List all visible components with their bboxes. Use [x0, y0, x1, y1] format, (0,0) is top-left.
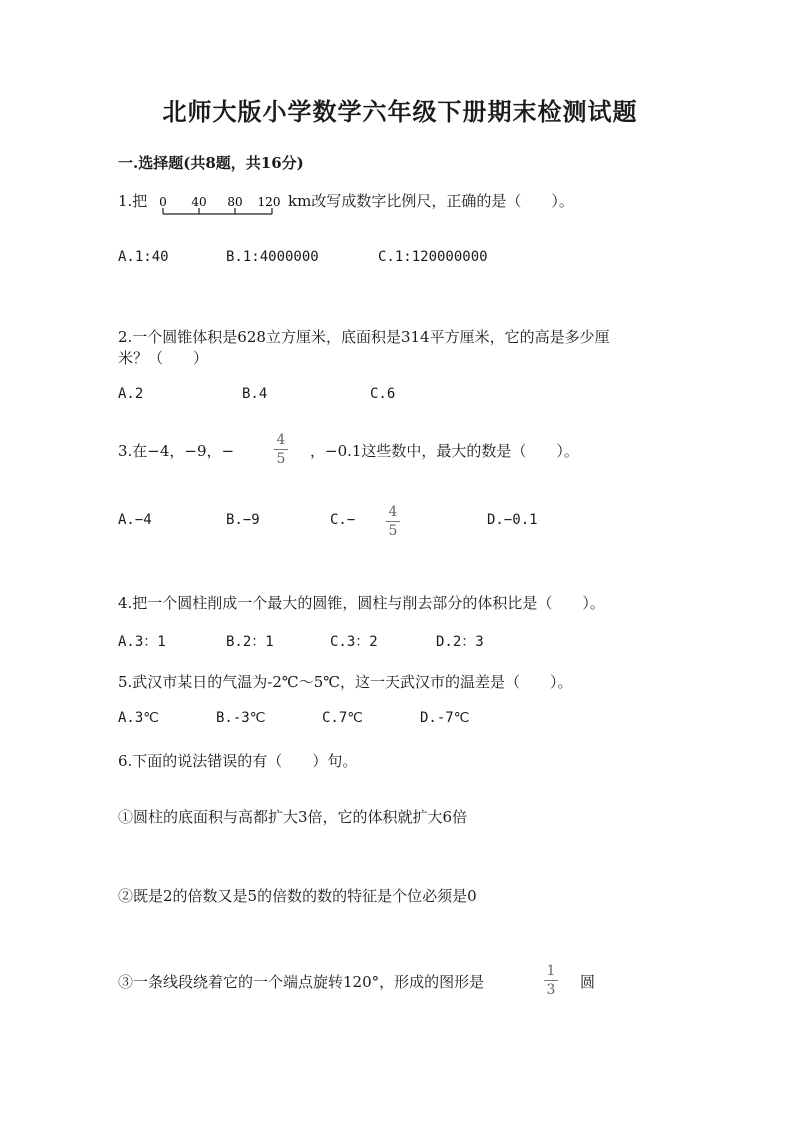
q5-option-a[interactable]: A.3℃ — [118, 710, 160, 726]
q1-text: km改写成数字比例尺，正确的是（ ）。 — [288, 192, 574, 210]
q2-text-line1: 2.一个圆锥体积是628立方厘米，底面积是314平方厘米，它的高是多少厘 — [118, 328, 610, 346]
page-title: 北师大版小学数学六年级下册期末检测试题 — [162, 97, 638, 126]
fraction-bar — [274, 449, 288, 450]
q1-prefix: 1.把 — [118, 192, 148, 210]
fraction-numerator: 4 — [388, 504, 398, 520]
q2-option-c[interactable]: C.6 — [370, 386, 396, 402]
q5-option-b[interactable]: B.-3℃ — [216, 710, 266, 726]
fraction-denominator: 5 — [388, 523, 398, 539]
scale-bar-diagram — [157, 186, 282, 222]
q4-option-c[interactable]: C.3：2 — [330, 634, 378, 650]
q6-statement-2: ②既是2的倍数又是5的倍数的数的特征是个位必须是0 — [118, 887, 477, 905]
q3-option-c[interactable]: C.− — [330, 512, 356, 528]
scale-label: 80 — [227, 195, 243, 209]
q2-option-b[interactable]: B.4 — [242, 386, 268, 402]
q4-option-b[interactable]: B.2：1 — [226, 634, 274, 650]
q3-option-c-fraction — [386, 504, 400, 539]
q3-text: ，−0.1这些数中，最大的数是（ ）。 — [310, 442, 579, 460]
fraction-denominator: 5 — [276, 451, 286, 467]
fraction-numerator: 4 — [276, 432, 286, 448]
fraction-bar — [544, 980, 558, 981]
q2-option-a[interactable]: A.2 — [118, 386, 144, 402]
q4-option-a[interactable]: A.3：1 — [118, 634, 166, 650]
q6-text: 6.下面的说法错误的有（ ）句。 — [118, 752, 358, 770]
q6-statement-3-fraction — [544, 963, 558, 998]
scale-label: 40 — [191, 195, 207, 209]
fraction-bar — [386, 521, 400, 522]
q4-text: 4.把一个圆柱削成一个最大的圆锥，圆柱与削去部分的体积比是（ ）。 — [118, 594, 605, 612]
scale-label: 0 — [159, 195, 167, 209]
q5-option-d[interactable]: D.-7℃ — [420, 710, 470, 726]
q6-statement-1: ①圆柱的底面积与高都扩大3倍，它的体积就扩大6倍 — [118, 808, 468, 826]
scale-label: 120 — [257, 195, 281, 209]
q3-option-b[interactable]: B.−9 — [226, 512, 260, 528]
q3-prefix: 3.在−4，−9，− — [118, 442, 235, 460]
q5-option-c[interactable]: C.7℃ — [322, 710, 364, 726]
q1-option-a[interactable]: A.1:40 — [118, 249, 169, 265]
q1-option-c[interactable]: C.1:120000000 — [378, 249, 488, 265]
q2-text-line2: 米？（ ） — [118, 349, 209, 367]
q3-option-d[interactable]: D.−0.1 — [487, 512, 538, 528]
q6-statement-3-suffix: 圆 — [580, 973, 596, 991]
q3-option-a[interactable]: A.−4 — [118, 512, 152, 528]
q3-fraction — [274, 432, 288, 467]
q6-statement-3: ③一条线段绕着它的一个端点旋转120°，形成的图形是 — [118, 973, 485, 991]
fraction-denominator: 3 — [546, 982, 556, 998]
q5-text: 5.武汉市某日的气温为-2℃～5℃，这一天武汉市的温差是（ ）。 — [118, 673, 573, 691]
q1-option-b[interactable]: B.1:4000000 — [226, 249, 319, 265]
fraction-numerator: 1 — [546, 963, 556, 979]
q4-option-d[interactable]: D.2：3 — [436, 634, 484, 650]
section-heading: 一.选择题(共8题，共16分) — [118, 154, 304, 172]
